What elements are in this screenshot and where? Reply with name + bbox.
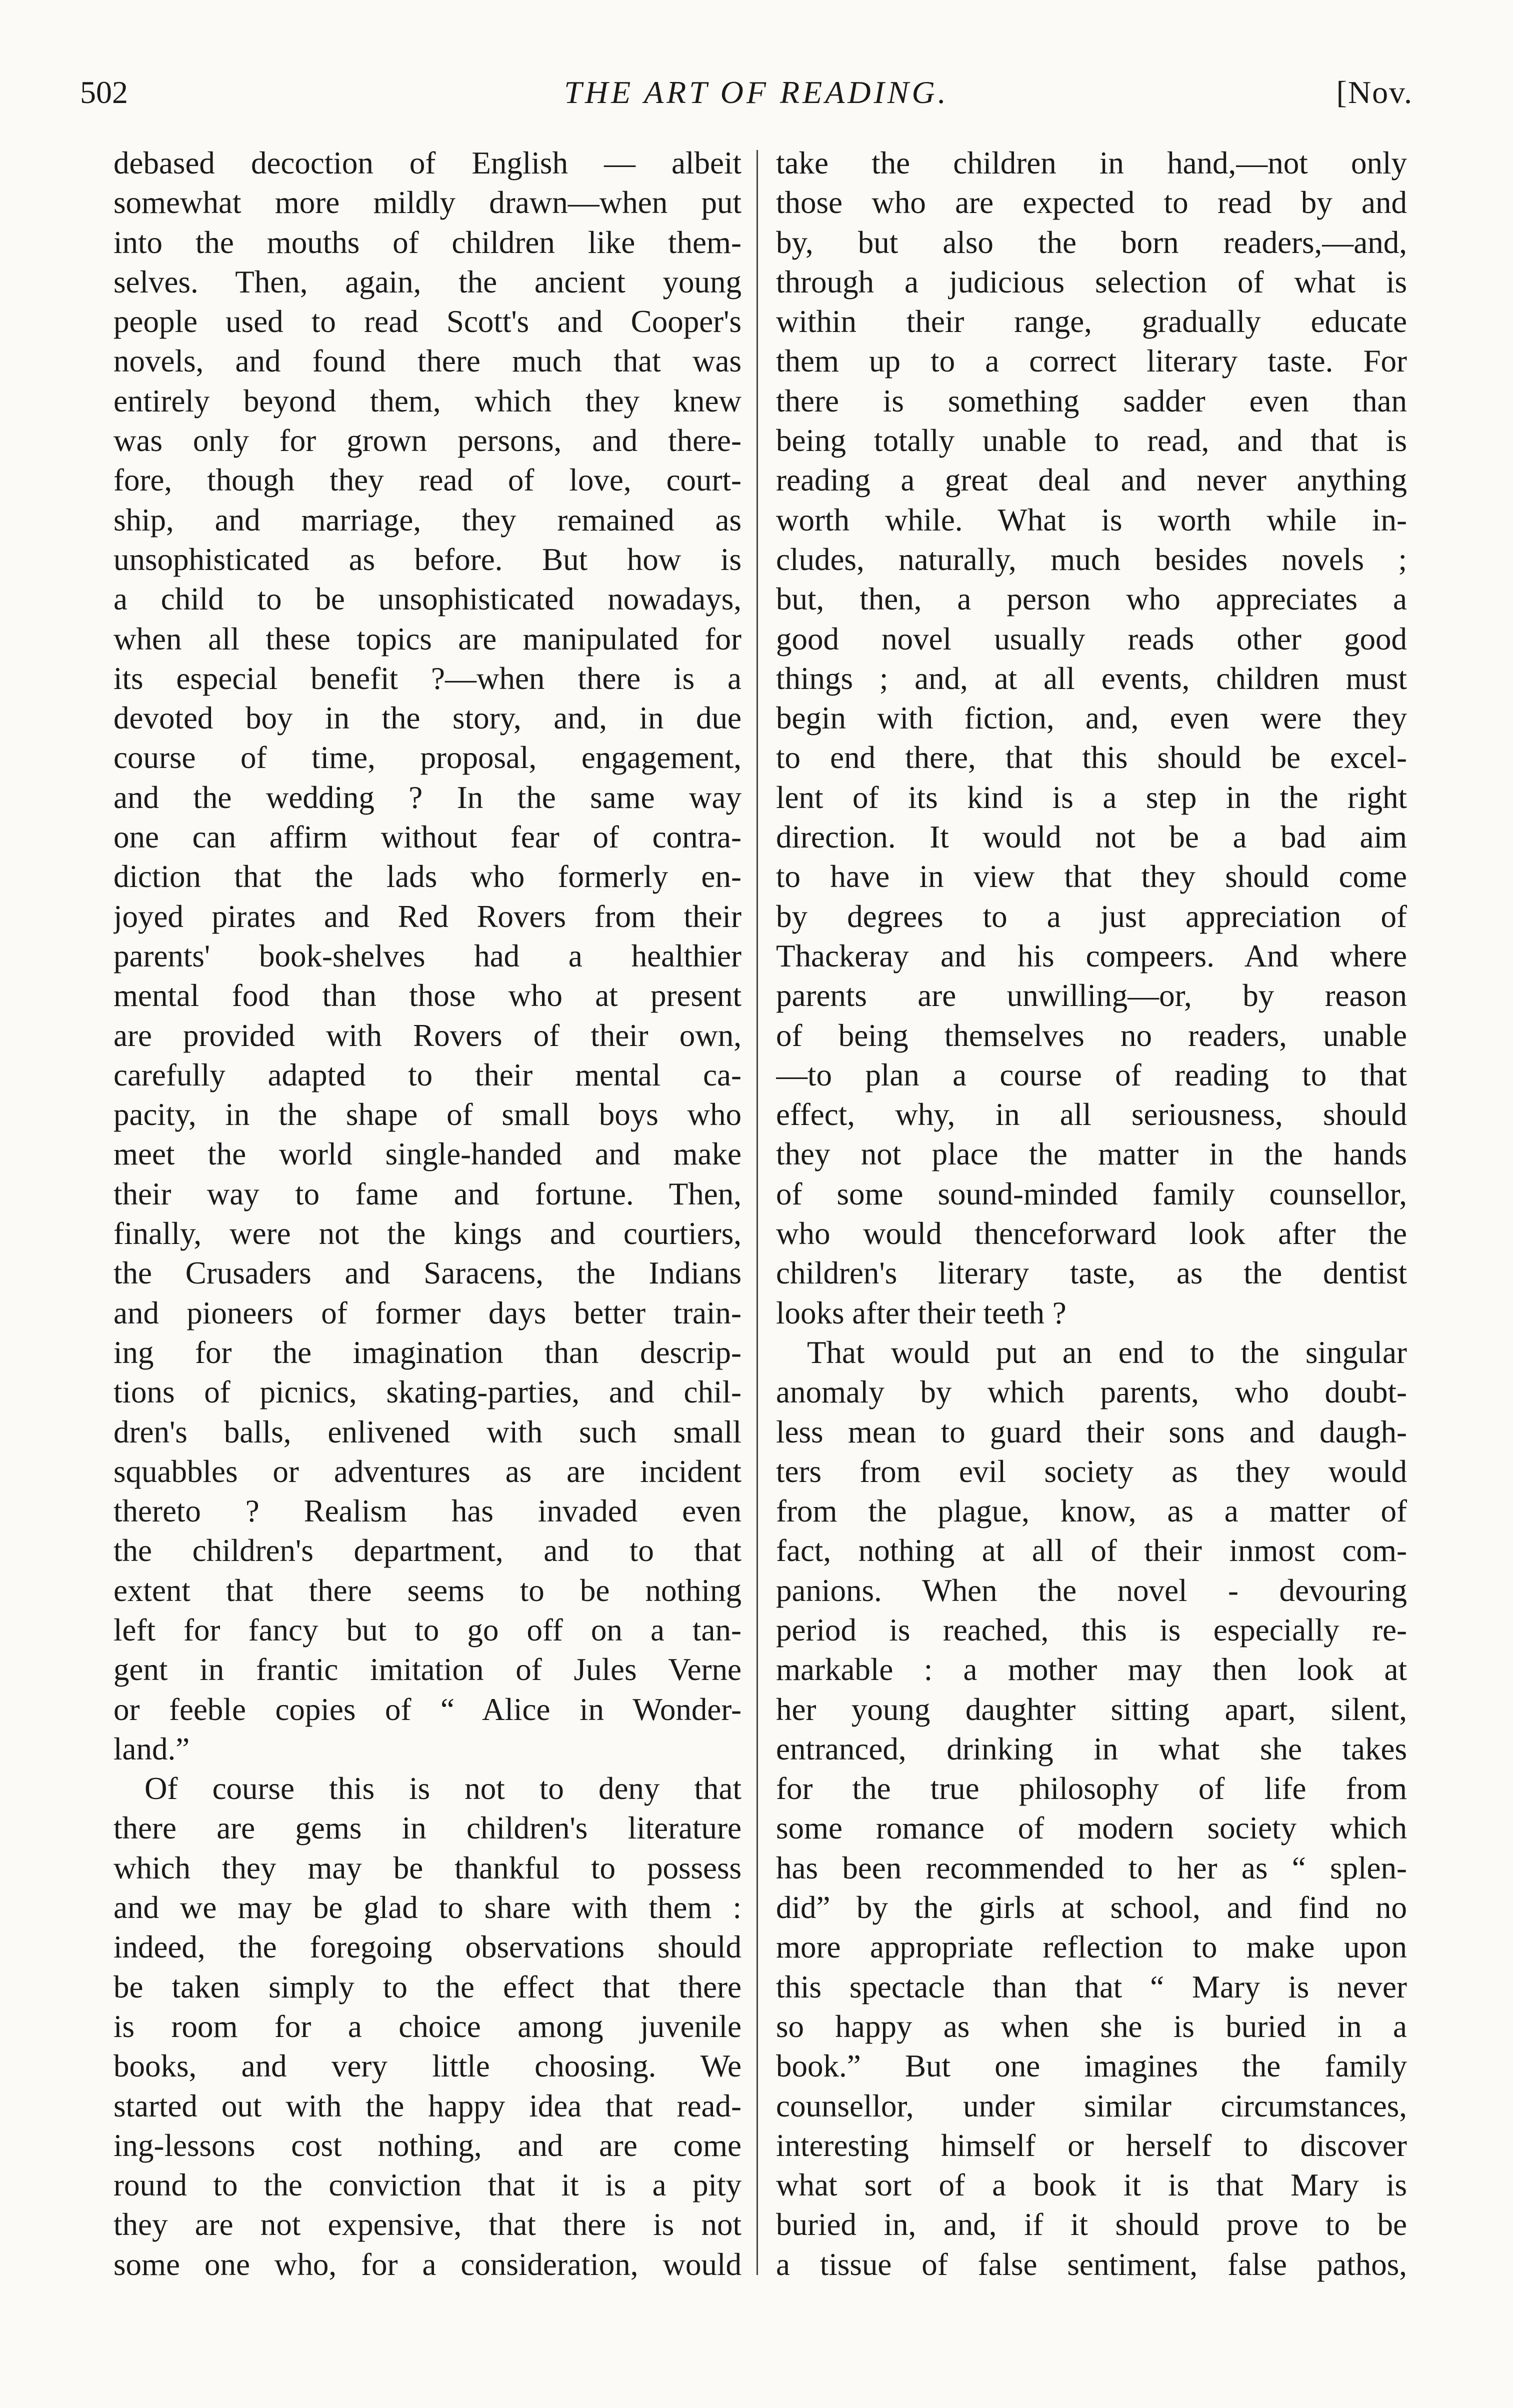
text-line: unsophisticated as before. But how is	[114, 542, 742, 577]
text-line: —to plan a course of reading to that	[776, 1057, 1407, 1092]
text-line: tions of picnics, skating-parties, and chil-	[114, 1374, 742, 1410]
text-line: mental food than those who at present	[114, 978, 742, 1014]
text-line: and we may be glad to share with them :	[114, 1890, 742, 1926]
text-line: fore, though they read of love, court-	[114, 462, 742, 498]
text-line: reading a great deal and never anything	[776, 462, 1407, 498]
text-line: when all these topics are manipulated for	[114, 621, 742, 656]
text-line: for the true philosophy of life from	[776, 1771, 1407, 1806]
text-line: selves. Then, again, the ancient young	[114, 264, 742, 300]
text-line: who would thenceforward look after the	[776, 1216, 1407, 1252]
text-line: less mean to guard their sons and daugh-	[776, 1414, 1407, 1450]
text-line: of some sound-minded family counsellor,	[776, 1176, 1407, 1212]
text-line: good novel usually reads other good	[776, 621, 1407, 656]
text-line: fact, nothing at all of their inmost com-	[776, 1533, 1407, 1568]
text-line: the Crusaders and Saracens, the Indians	[114, 1256, 742, 1291]
text-line: through a judicious selection of what is	[776, 264, 1407, 300]
text-line: parents are unwilling—or, by reason	[776, 978, 1407, 1014]
text-line: novels, and found there much that was	[114, 344, 742, 379]
text-line: looks after their teeth ?	[776, 1295, 1066, 1330]
text-line: children's literary taste, as the dentist	[776, 1256, 1407, 1291]
text-line: round to the conviction that it is a pity	[114, 2168, 742, 2203]
text-line: their way to fame and fortune. Then,	[114, 1176, 742, 1212]
text-line: or feeble copies of “ Alice in Wonder-	[114, 1692, 742, 1727]
text-line: anomaly by which parents, who doubt-	[776, 1374, 1407, 1410]
text-line: they not place the matter in the hands	[776, 1136, 1407, 1172]
text-line: cludes, naturally, much besides novels ;	[776, 542, 1407, 577]
text-line: Thackeray and his compeers. And where	[776, 938, 1407, 974]
text-line: gent in frantic imitation of Jules Verne	[114, 1652, 742, 1688]
text-line: ing-lessons cost nothing, and are come	[114, 2128, 742, 2163]
left-column	[114, 144, 742, 2284]
issue-month: [Nov.	[1336, 74, 1413, 110]
text-line: the children's department, and to that	[114, 1533, 742, 1568]
text-line: but, then, a person who appreciates a	[776, 582, 1407, 617]
running-title: THE ART OF READING.	[564, 74, 949, 110]
text-line: somewhat more mildly drawn—when put	[114, 185, 742, 220]
text-line: some romance of modern society which	[776, 1810, 1407, 1846]
text-line: counsellor, under similar circumstances,	[776, 2088, 1407, 2124]
text-line: period is reached, this is especially re-	[776, 1612, 1407, 1648]
text-line: ing for the imagination than descrip-	[114, 1334, 742, 1370]
text-line: buried in, and, if it should prove to be	[776, 2207, 1407, 2242]
text-line: book.” But one imagines the family	[776, 2048, 1407, 2084]
text-line: there are gems in children's literature	[114, 1810, 742, 1846]
text-line: debased decoction of English — albeit	[114, 146, 742, 180]
text-line: is room for a choice among juvenile	[114, 2008, 742, 2044]
text-line: by, but also the born readers,—and,	[776, 224, 1407, 260]
text-line: pacity, in the shape of small boys who	[114, 1097, 742, 1132]
column-rule	[756, 150, 758, 2275]
text-line: to have in view that they should come	[776, 859, 1407, 894]
text-line: extent that there seems to be nothing	[114, 1572, 742, 1608]
text-line: there is something sadder even than	[776, 383, 1407, 418]
text-line: some one who, for a consideration, would	[114, 2246, 742, 2282]
text-line: left for fancy but to go off on a tan-	[114, 1612, 742, 1648]
text-line: parents' book-shelves had a healthier	[114, 938, 742, 974]
text-line: indeed, the foregoing observations should	[114, 1930, 742, 1965]
text-line: and the wedding ? In the same way	[114, 780, 742, 815]
text-line: interesting himself or herself to discover	[776, 2128, 1407, 2163]
text-line: worth while. What is worth while in-	[776, 502, 1407, 538]
text-line: books, and very little choosing. We	[114, 2048, 742, 2084]
text-line: did” by the girls at school, and find no	[776, 1890, 1407, 1926]
text-line: more appropriate reflection to make upon	[776, 1930, 1407, 1965]
text-line: from the plague, know, as a matter of	[776, 1494, 1407, 1529]
text-line: into the mouths of children like them-	[114, 224, 742, 260]
text-line: has been recommended to her as “ splen-	[776, 1850, 1407, 1886]
text-line: course of time, proposal, engagement,	[114, 740, 742, 776]
text-line: entirely beyond them, which they knew	[114, 383, 742, 418]
text-line: people used to read Scott's and Cooper's	[114, 304, 742, 340]
text-line: things ; and, at all events, children must	[776, 660, 1407, 696]
text-line: them up to a correct literary taste. For	[776, 344, 1407, 379]
text-line: panions. When the novel - devouring	[776, 1572, 1407, 1608]
text-line: they are not expensive, that there is not	[114, 2207, 742, 2242]
text-line: carefully adapted to their mental ca-	[114, 1057, 742, 1092]
text-line: by degrees to a just appreciation of	[776, 898, 1407, 934]
text-line: be taken simply to the effect that there	[114, 1969, 742, 2004]
text-line: a tissue of false sentiment, false pathos,	[776, 2246, 1407, 2282]
text-line: of being themselves no readers, unable	[776, 1018, 1407, 1053]
text-line: meet the world single-handed and make	[114, 1136, 742, 1172]
text-line: devoted boy in the story, and, in due	[114, 700, 742, 736]
text-line: its especial benefit ?—when there is a	[114, 660, 742, 696]
page-number: 502	[80, 74, 128, 110]
text-line: within their range, gradually educate	[776, 304, 1407, 340]
text-line: thereto ? Realism has invaded even	[114, 1494, 742, 1529]
text-line: ship, and marriage, they remained as	[114, 502, 742, 538]
text-line: her young daughter sitting apart, silent,	[776, 1692, 1407, 1727]
text-line: so happy as when she is buried in a	[776, 2008, 1407, 2044]
text-line: markable : a mother may then look at	[776, 1652, 1407, 1688]
text-line: land.”	[114, 1731, 190, 1766]
text-line: those who are expected to read by and	[776, 185, 1407, 220]
text-line: are provided with Rovers of their own,	[114, 1018, 742, 1053]
text-line: which they may be thankful to possess	[114, 1850, 742, 1886]
text-line: a child to be unsophisticated nowadays,	[114, 582, 742, 617]
text-line: was only for grown persons, and there-	[114, 423, 742, 458]
text-line: ters from evil society as they would	[776, 1454, 1407, 1489]
text-line: effect, why, in all seriousness, should	[776, 1097, 1407, 1132]
text-line: one can affirm without fear of contra-	[114, 820, 742, 855]
text-line: finally, were not the kings and courtiers,	[114, 1216, 742, 1252]
text-line: being totally unable to read, and that is	[776, 423, 1407, 458]
text-line: squabbles or adventures as are incident	[114, 1454, 742, 1489]
text-line: and pioneers of former days better train-	[114, 1295, 742, 1330]
text-line: joyed pirates and Red Rovers from their	[114, 898, 742, 934]
text-line: entranced, drinking in what she takes	[776, 1731, 1407, 1766]
text-line: this spectacle than that “ Mary is never	[776, 1969, 1407, 2004]
text-line: started out with the happy idea that read-	[114, 2088, 742, 2124]
text-line: diction that the lads who formerly en-	[114, 859, 742, 894]
text-line: what sort of a book it is that Mary is	[776, 2168, 1407, 2203]
text-line: dren's balls, enlivened with such small	[114, 1414, 742, 1450]
text-line: That would put an end to the singular	[807, 1334, 1407, 1370]
text-line: take the children in hand,—not only	[776, 146, 1407, 180]
text-line: Of course this is not to deny that	[144, 1771, 742, 1806]
right-column	[776, 144, 1407, 2284]
text-line: begin with fiction, and, even were they	[776, 700, 1407, 736]
text-line: direction. It would not be a bad aim	[776, 820, 1407, 855]
text-line: to end there, that this should be excel-	[776, 740, 1407, 776]
text-line: lent of its kind is a step in the right	[776, 780, 1407, 815]
